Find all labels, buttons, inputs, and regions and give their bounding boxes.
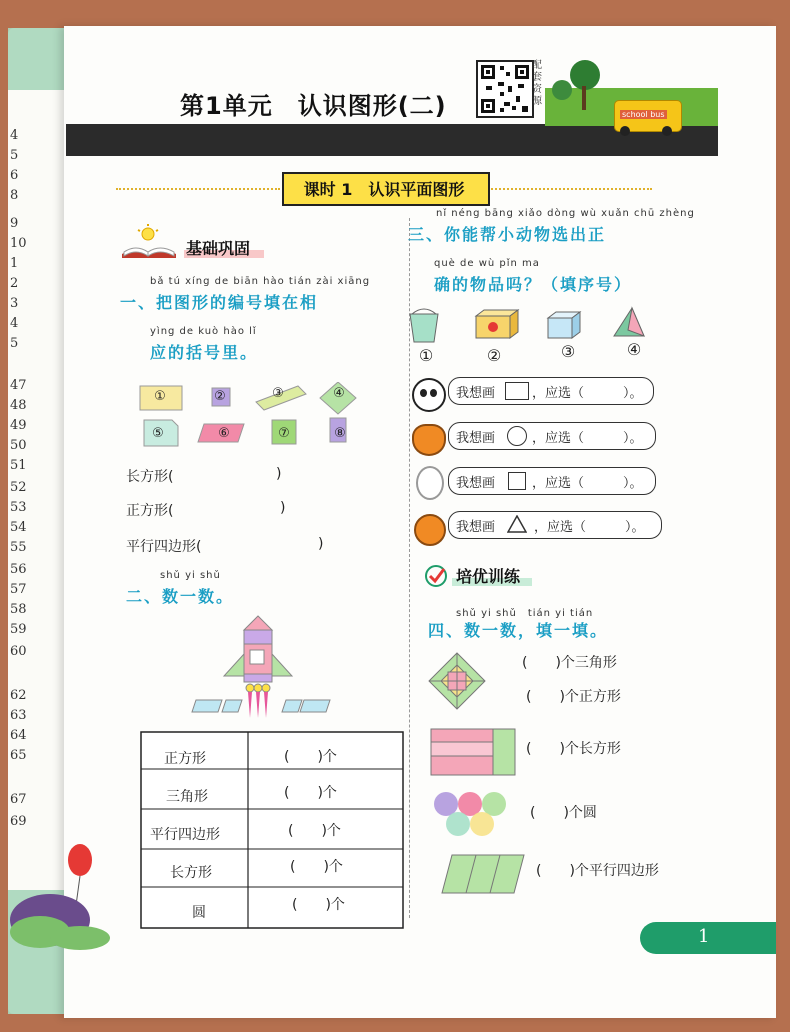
answer-square-close: ) (280, 500, 286, 516)
previous-page-number: 57 (10, 582, 27, 597)
squirrel-icon (414, 514, 446, 546)
q2-pinyin: shǔ yi shǔ (160, 570, 221, 581)
table-row-name: 正方形 (164, 751, 206, 767)
unit-title: 第1单元 认识图形(二) (180, 92, 447, 120)
q4-line: ( )个平行四边形 (536, 863, 659, 879)
previous-page-number: 65 (10, 748, 27, 763)
q3-pinyin-1: nǐ néng bāng xiǎo dòng wù xuǎn chū zhèng (436, 208, 695, 219)
shape-label: ⑥ (218, 426, 230, 441)
previous-page-number: 49 (10, 418, 27, 433)
table-row-name: 平行四边形 (150, 827, 220, 843)
shape-label: ⑦ (278, 426, 290, 441)
qr-side-text: 配套资源 (532, 60, 542, 107)
object-number: ④ (626, 340, 642, 359)
q4-pinyin: shǔ yi shǔ tián yi tián (456, 608, 594, 619)
shape-label: ③ (272, 386, 284, 401)
previous-page-number: 5 (10, 148, 19, 163)
q1-text-1: 一、把图形的编号填在相 (120, 293, 319, 312)
book-lightbulb-icon (118, 224, 180, 264)
row-text: 我想画 (456, 431, 496, 446)
bus-wheel-icon (662, 126, 672, 136)
previous-page-number: 52 (10, 480, 27, 495)
previous-page-number: 6 (10, 168, 19, 183)
table-row-blank: ( )个 (288, 823, 341, 839)
table-row-name: 圆 (192, 905, 206, 921)
previous-page-number: 2 (10, 276, 19, 291)
table-row-blank: ( )个 (292, 897, 345, 913)
shape-label: ② (214, 389, 226, 404)
bus-text: school bus (622, 110, 665, 119)
previous-page-number: 4 (10, 316, 19, 331)
panda-icon (412, 378, 446, 412)
previous-page-number: 3 (10, 296, 19, 311)
advanced-section-label: 培优训练 (456, 567, 521, 586)
previous-page-number: 4 (10, 128, 19, 143)
q4-line: ( )个圆 (530, 805, 597, 821)
shape-label: ④ (333, 386, 345, 401)
rectangle-icon (505, 382, 529, 400)
answer-rect-label: 长方形( (126, 469, 174, 485)
previous-page-number: 56 (10, 562, 27, 577)
previous-page-number: 47 (10, 378, 27, 393)
square-icon (508, 472, 526, 490)
q1-text-2: 应的括号里。 (150, 343, 259, 362)
previous-page-number: 1 (10, 256, 19, 271)
table-row-blank: ( )个 (284, 785, 337, 801)
previous-page-number: 60 (10, 644, 27, 659)
answer-para-close: ) (318, 536, 324, 552)
table-row-name: 长方形 (170, 865, 212, 881)
triangle-icon (507, 515, 527, 537)
row-text: 我想画 (456, 476, 496, 491)
balloon-illustration (10, 840, 110, 954)
q3-text-2: 确的物品吗？（填序号） (434, 275, 633, 294)
row-text: 我想画 (456, 386, 496, 401)
previous-page-number: 8 (10, 188, 19, 203)
tree-trunk (582, 86, 586, 110)
q2-text: 二、数一数。 (126, 587, 235, 606)
q1-pinyin-2: yìng de kuò hào lǐ (150, 326, 257, 337)
q4-fig-rects (430, 728, 516, 780)
previous-page-number: 48 (10, 398, 27, 413)
object-number: ③ (560, 342, 576, 361)
bus-wheel-icon (620, 126, 630, 136)
previous-page-number: 59 (10, 622, 27, 637)
previous-page-number: 55 (10, 540, 27, 555)
previous-page-number: 64 (10, 728, 27, 743)
q4-line: ( )个三角形 (522, 655, 617, 671)
q4-line: ( )个正方形 (526, 689, 621, 705)
rocket-figure (186, 614, 336, 722)
row-choose: ，应选（ ）。 (532, 476, 643, 491)
previous-page-number: 54 (10, 520, 27, 535)
answer-square-label: 正方形( (126, 503, 174, 519)
previous-page-number: 63 (10, 708, 27, 723)
previous-page-number: 50 (10, 438, 27, 453)
q4-fig-parallelograms (440, 854, 526, 898)
basic-section-label: 基础巩固 (186, 239, 251, 258)
checkmark-icon (424, 564, 448, 592)
answer-para-label: 平行四边形( (126, 539, 202, 555)
shape-label: ① (154, 389, 166, 404)
previous-page-number: 58 (10, 602, 27, 617)
dotted-line (116, 188, 280, 190)
tree-icon (552, 80, 572, 100)
previous-page-number: 51 (10, 458, 27, 473)
shape-label: ⑧ (334, 426, 346, 441)
q1-pinyin-1: bǎ tú xíng de biān hào tián zài xiāng (150, 276, 371, 287)
table-row-blank: ( )个 (284, 749, 337, 765)
previous-page-number: 53 (10, 500, 27, 515)
fox-icon (412, 424, 446, 456)
previous-page-number: 5 (10, 336, 19, 351)
previous-page-number: 67 (10, 792, 27, 807)
q3-pinyin-2: què de wù pǐn ma (434, 258, 540, 269)
dotted-line (488, 188, 652, 190)
shape-label: ⑤ (152, 426, 164, 441)
q4-line: ( )个长方形 (526, 741, 621, 757)
previous-page-number: 69 (10, 814, 27, 829)
q3-text-1: 三、你能帮小动物选出正 (408, 225, 607, 244)
previous-page-number: 10 (10, 236, 27, 251)
q4-fig-diamond (428, 652, 486, 714)
page-number: 1 (698, 926, 710, 947)
row-text: 我想画 (456, 520, 496, 535)
q3-objects (404, 306, 654, 350)
previous-page-number: 9 (10, 216, 19, 231)
lesson-title: 课时 1 认识平面图形 (303, 180, 465, 199)
circle-icon (507, 426, 527, 446)
rabbit-icon (416, 466, 444, 500)
q4-fig-circles (432, 790, 512, 842)
previous-page-number: 62 (10, 688, 27, 703)
table-row-blank: ( )个 (290, 859, 343, 875)
table-row-name: 三角形 (166, 789, 208, 805)
q4-text: 四、数一数，填一填。 (428, 621, 609, 640)
qr-code-icon[interactable] (476, 60, 534, 118)
answer-rect-close: ) (276, 466, 282, 482)
row-choose: ，应选（ ）。 (532, 431, 643, 446)
row-choose: ，应选（ ）。 (534, 520, 645, 535)
object-number: ① (418, 346, 434, 365)
object-number: ② (486, 346, 502, 365)
row-choose: ，应选（ ）。 (532, 386, 643, 401)
